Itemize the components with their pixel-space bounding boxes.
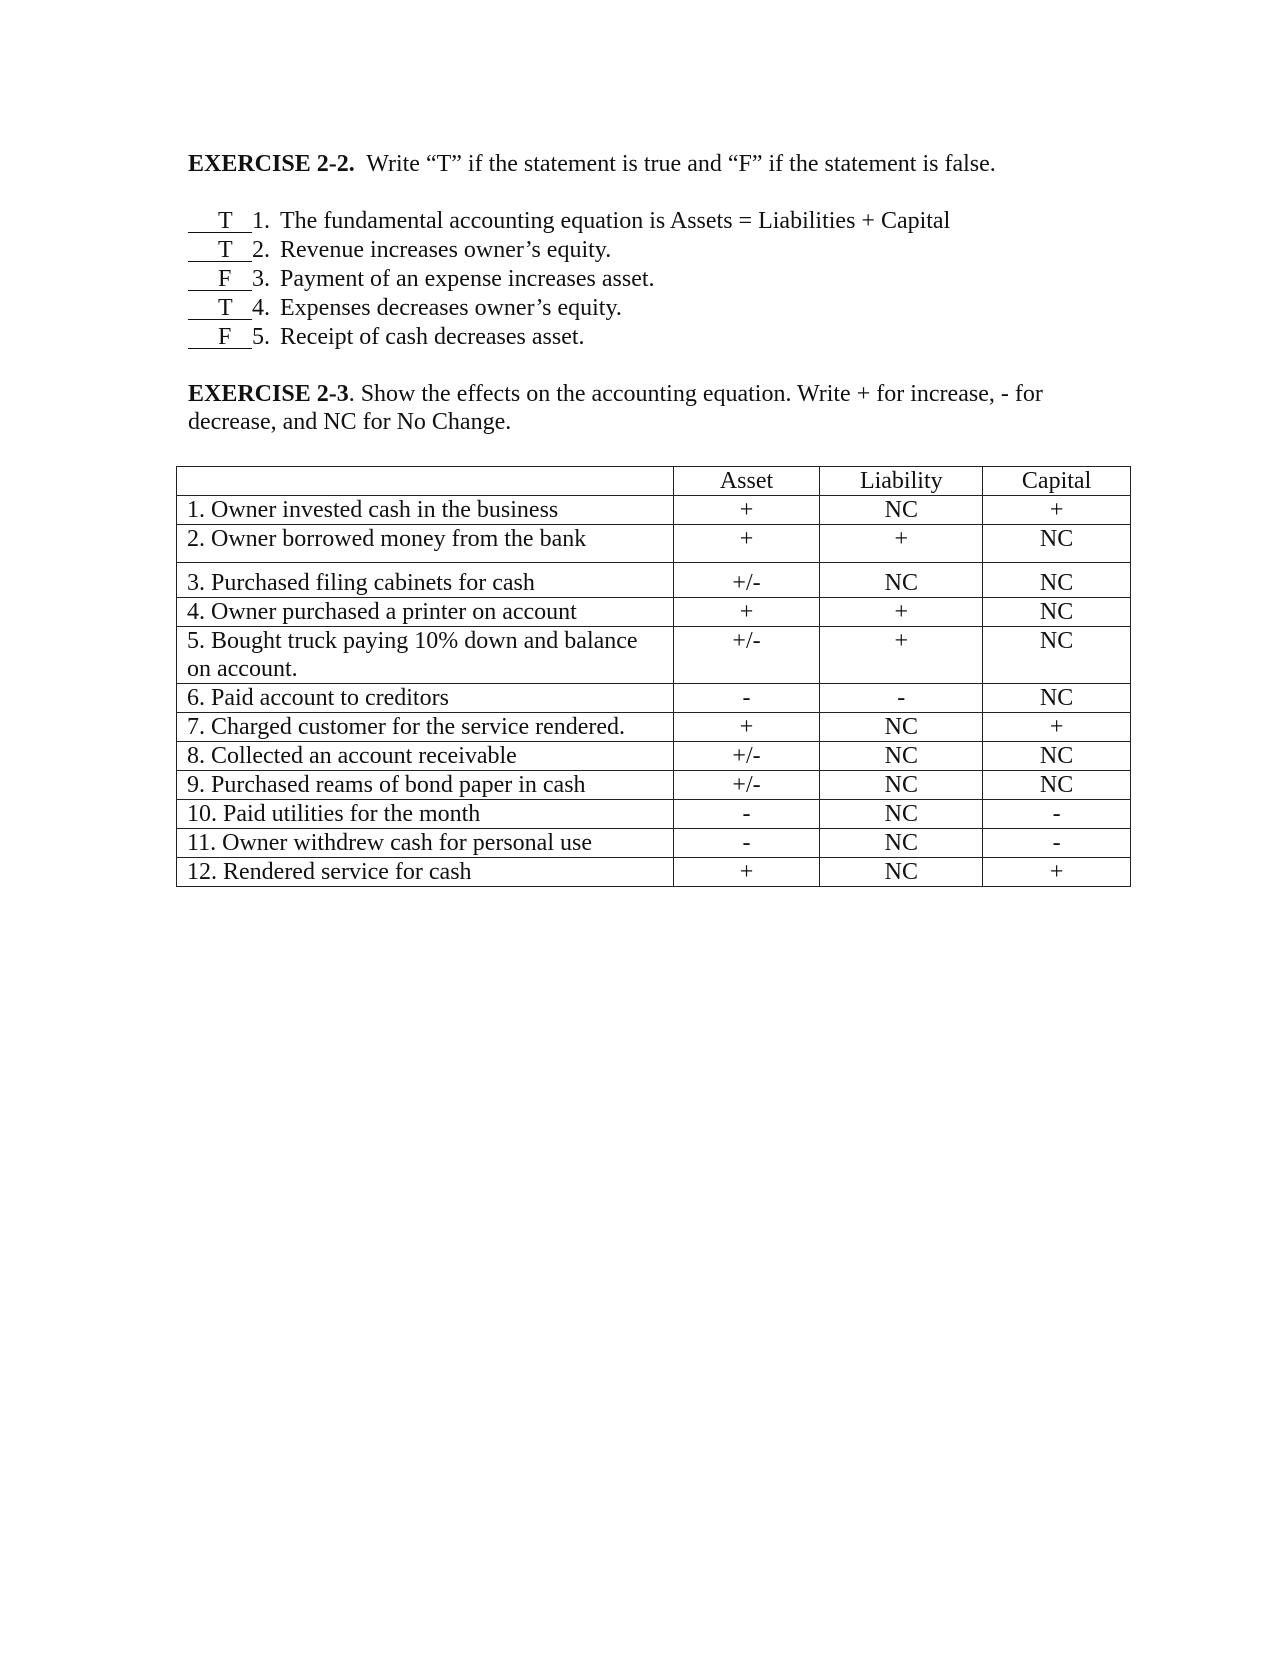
- item-statement: Receipt of cash decreases asset.: [280, 324, 585, 350]
- item-number: 1.: [252, 208, 270, 234]
- asset-effect: +: [673, 858, 820, 887]
- table-header-row: [177, 467, 1131, 496]
- exercise-2-3-instruction: . Show the effects on the accounting equation. Write + for increase, - for decrease, and NC for No Change.: [188, 381, 1043, 435]
- answer-blank: F: [188, 326, 252, 349]
- transaction-description: 9. Purchased reams of bond paper in cash: [177, 771, 674, 800]
- transaction-description: 4. Owner purchased a printer on account: [177, 598, 674, 627]
- item-number: 4.: [252, 295, 270, 321]
- item-statement: The fundamental accounting equation is Assets = Liabilities + Capital: [280, 208, 951, 234]
- transaction-description: 12. Rendered service for cash: [177, 858, 674, 887]
- answer-blank: T: [188, 239, 252, 262]
- item-statement: Expenses decreases owner’s equity.: [280, 295, 622, 321]
- list-item: [188, 236, 950, 265]
- exercise-2-2-heading: [188, 150, 996, 178]
- transaction-description: 11. Owner withdrew cash for personal use: [177, 829, 674, 858]
- asset-effect: -: [673, 684, 820, 713]
- table-row: [177, 598, 1131, 627]
- transaction-description: 2. Owner borrowed money from the bank: [177, 525, 674, 563]
- exercise-2-2-title: EXERCISE 2-2.: [188, 151, 355, 177]
- table-row: [177, 771, 1131, 800]
- transaction-description: 5. Bought truck paying 10% down and balance on account.: [177, 627, 674, 684]
- list-item: [188, 294, 950, 323]
- item-number: 2.: [252, 237, 270, 263]
- answer-blank: T: [188, 210, 252, 233]
- transaction-description: 6. Paid account to creditors: [177, 684, 674, 713]
- transaction-description: 8. Collected an account receivable: [177, 742, 674, 771]
- liability-effect: NC: [820, 496, 983, 525]
- asset-effect: +/-: [673, 627, 820, 684]
- item-number: 3.: [252, 266, 270, 292]
- list-item: [188, 265, 950, 294]
- list-item: [188, 323, 950, 352]
- capital-effect: -: [983, 800, 1131, 829]
- liability-effect: +: [820, 598, 983, 627]
- table-row: [177, 563, 1131, 598]
- effects-table: [176, 466, 1131, 887]
- table-row: [177, 800, 1131, 829]
- item-number: 5.: [252, 324, 270, 350]
- table-row: [177, 684, 1131, 713]
- answer-blank: F: [188, 268, 252, 291]
- liability-effect: NC: [820, 742, 983, 771]
- asset-effect: -: [673, 829, 820, 858]
- item-statement: Payment of an expense increases asset.: [280, 266, 655, 292]
- table-row: [177, 829, 1131, 858]
- true-false-list: [188, 207, 950, 352]
- capital-effect: NC: [983, 684, 1131, 713]
- answer-blank: T: [188, 297, 252, 320]
- liability-effect: NC: [820, 858, 983, 887]
- header-asset: Asset: [673, 467, 820, 496]
- liability-effect: -: [820, 684, 983, 713]
- asset-effect: +: [673, 713, 820, 742]
- capital-effect: +: [983, 496, 1131, 525]
- item-statement: Revenue increases owner’s equity.: [280, 237, 612, 263]
- transaction-description: 1. Owner invested cash in the business: [177, 496, 674, 525]
- capital-effect: NC: [983, 742, 1131, 771]
- capital-effect: NC: [983, 598, 1131, 627]
- asset-effect: +: [673, 496, 820, 525]
- capital-effect: +: [983, 713, 1131, 742]
- liability-effect: +: [820, 525, 983, 563]
- asset-effect: +/-: [673, 563, 820, 598]
- liability-effect: NC: [820, 563, 983, 598]
- header-description: [177, 467, 674, 496]
- capital-effect: NC: [983, 525, 1131, 563]
- asset-effect: +/-: [673, 771, 820, 800]
- capital-effect: NC: [983, 627, 1131, 684]
- header-liability: Liability: [820, 467, 983, 496]
- capital-effect: +: [983, 858, 1131, 887]
- table-row: [177, 627, 1131, 684]
- table-row: [177, 742, 1131, 771]
- transaction-description: 10. Paid utilities for the month: [177, 800, 674, 829]
- asset-effect: +: [673, 525, 820, 563]
- exercise-2-2-instruction: Write “T” if the statement is true and “F” if the statement is false.: [366, 151, 996, 177]
- capital-effect: -: [983, 829, 1131, 858]
- table-row: [177, 525, 1131, 563]
- exercise-2-3-heading: [188, 380, 1088, 436]
- asset-effect: +: [673, 598, 820, 627]
- capital-effect: NC: [983, 563, 1131, 598]
- table-row: [177, 713, 1131, 742]
- transaction-description: 3. Purchased filing cabinets for cash: [177, 563, 674, 598]
- table-row: [177, 858, 1131, 887]
- liability-effect: NC: [820, 829, 983, 858]
- capital-effect: NC: [983, 771, 1131, 800]
- header-capital: Capital: [983, 467, 1131, 496]
- asset-effect: +/-: [673, 742, 820, 771]
- liability-effect: NC: [820, 800, 983, 829]
- liability-effect: +: [820, 627, 983, 684]
- list-item: [188, 207, 950, 236]
- liability-effect: NC: [820, 713, 983, 742]
- table-row: [177, 496, 1131, 525]
- transaction-description: 7. Charged customer for the service rendered.: [177, 713, 674, 742]
- liability-effect: NC: [820, 771, 983, 800]
- exercise-2-3-title: EXERCISE 2-3: [188, 381, 349, 407]
- asset-effect: -: [673, 800, 820, 829]
